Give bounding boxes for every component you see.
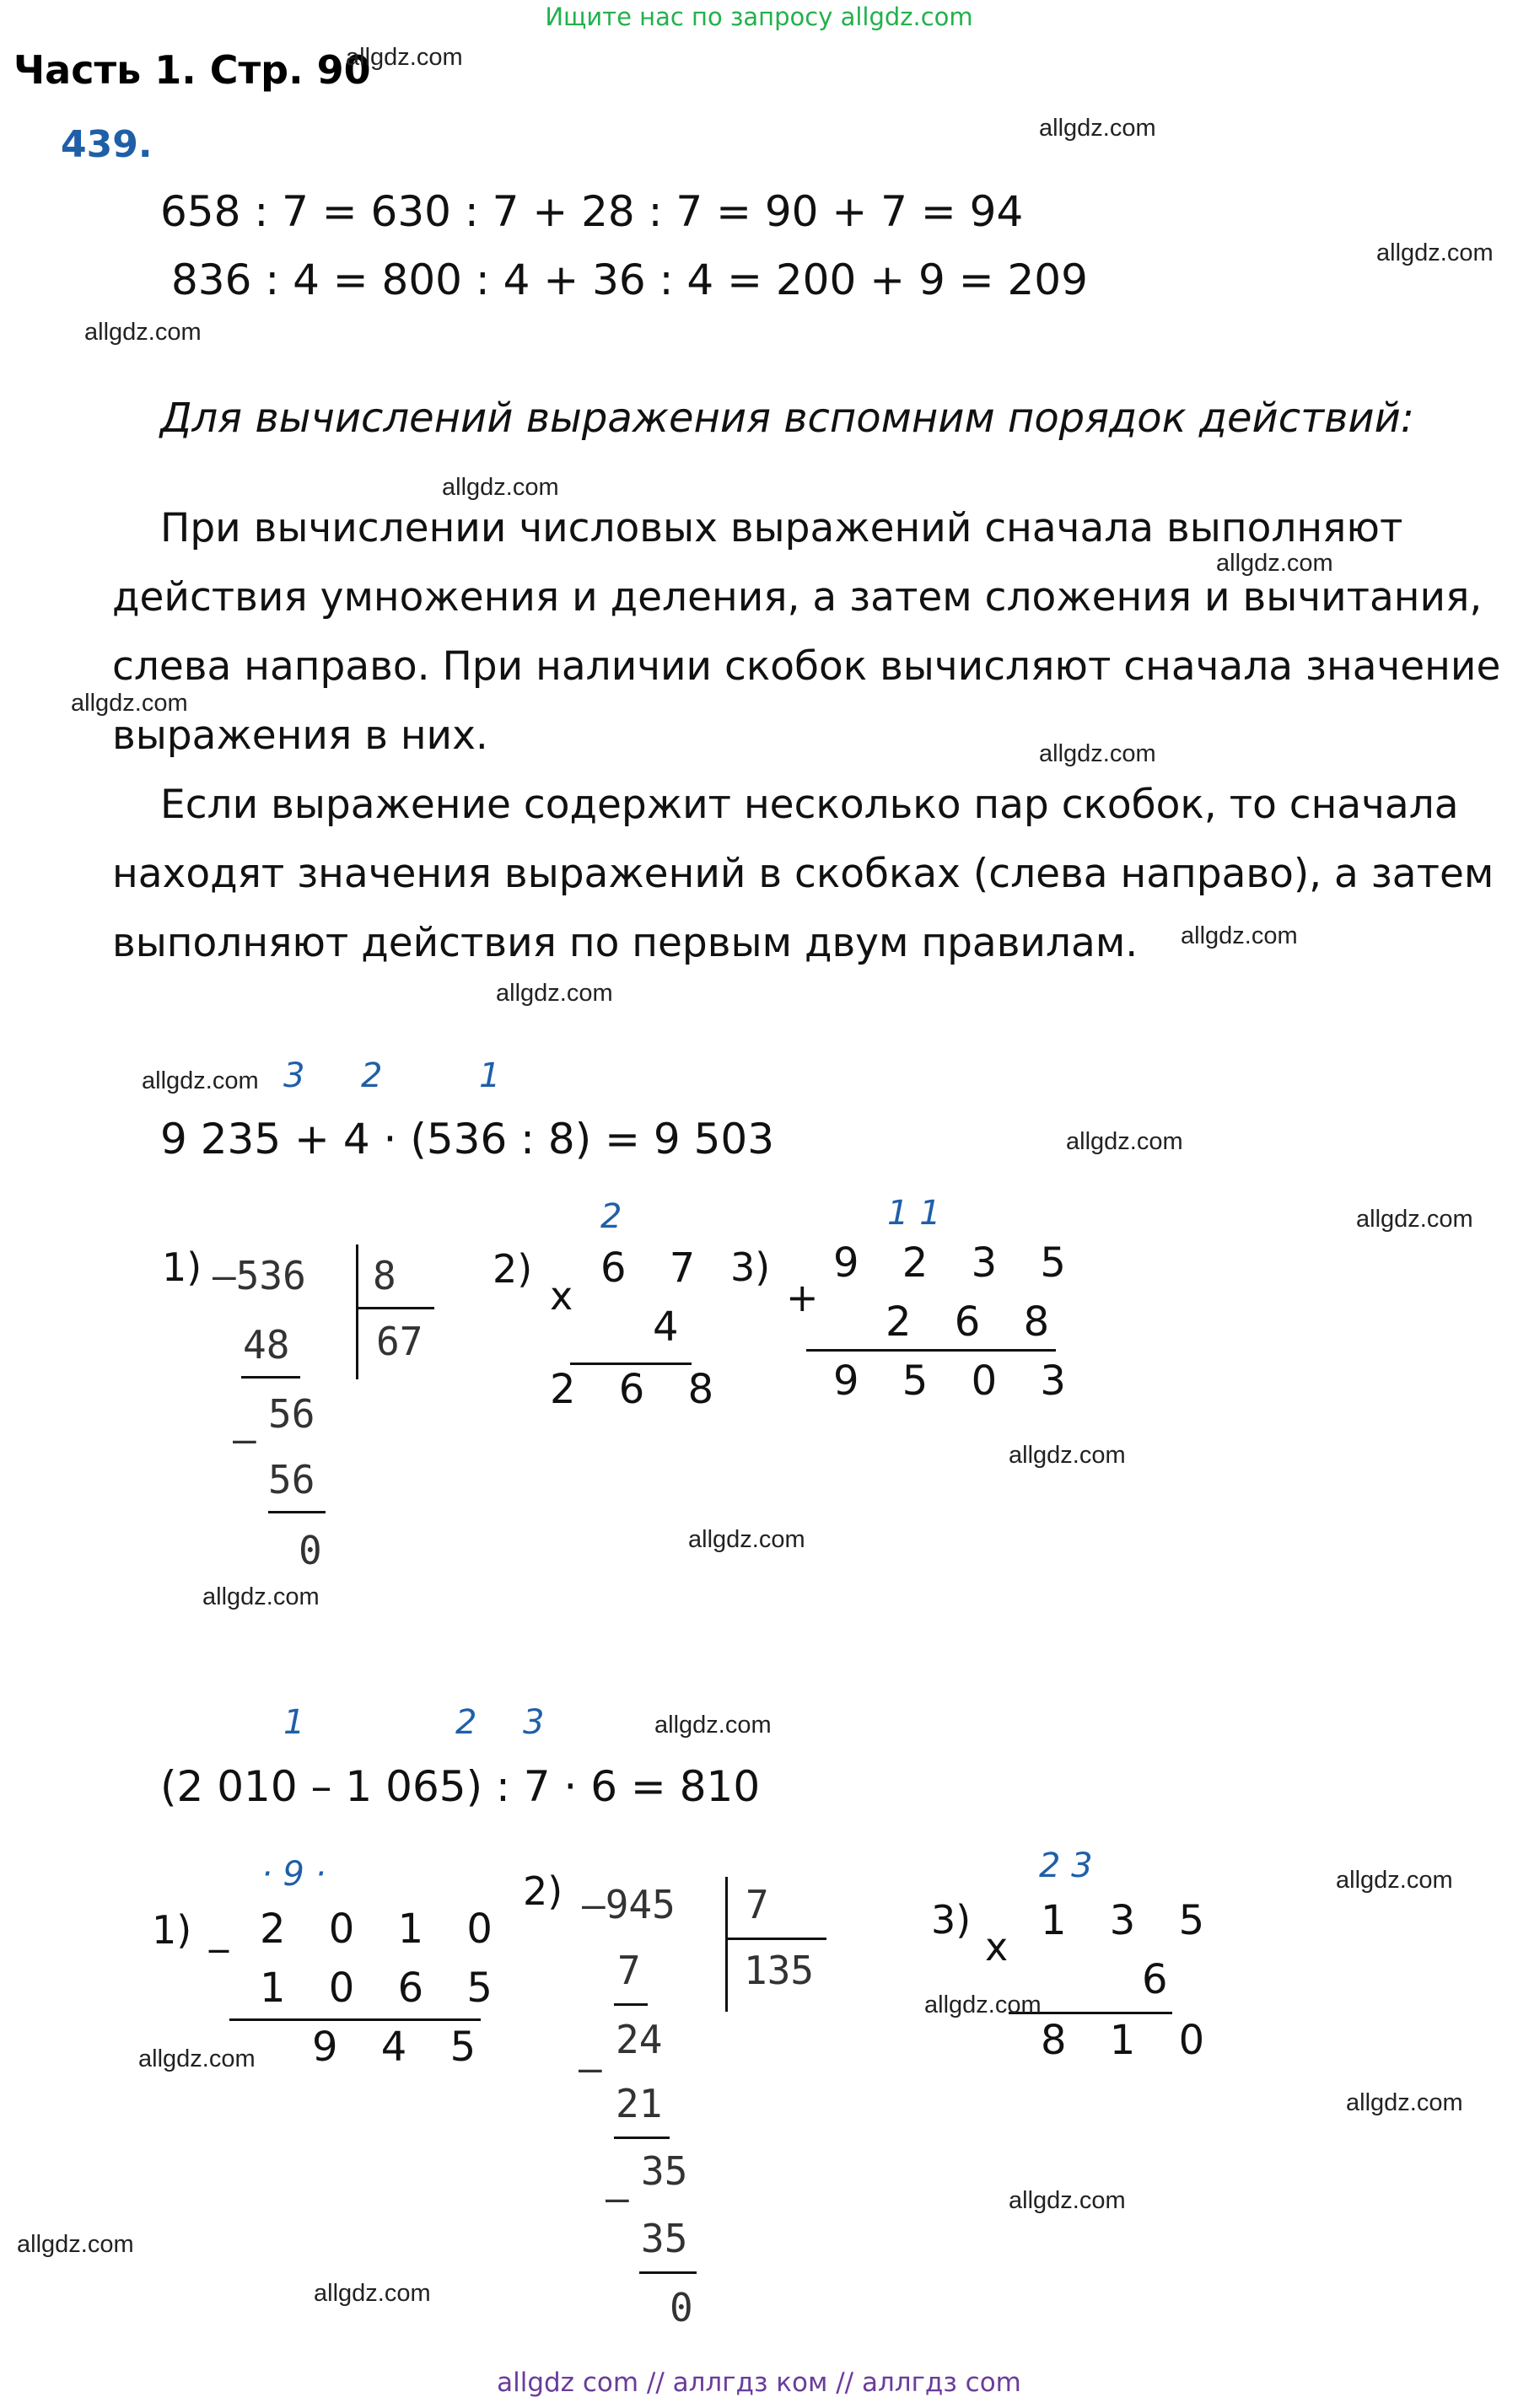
- rule-paragraph-1-line: При вычислении числовых выражений сначала выполняют: [160, 505, 1403, 551]
- watermark: allgdz.com: [1336, 1867, 1453, 1894]
- result-line: [229, 2018, 481, 2021]
- watermark: allgdz.com: [17, 2231, 134, 2258]
- watermark: allgdz.com: [1346, 2089, 1463, 2116]
- division-line: [268, 1511, 326, 1513]
- carry-mark: 2 3: [1039, 1846, 1093, 1885]
- operator: _: [209, 1907, 229, 1953]
- subtrahend: 56: [268, 1457, 315, 1502]
- rule-paragraph-2-line: выполняют действия по первым двум правилам.: [112, 920, 1138, 966]
- watermark: allgdz.com: [346, 44, 463, 71]
- watermark: allgdz.com: [314, 2280, 431, 2307]
- watermark: allgdz.com: [1216, 550, 1333, 577]
- subtrahend: 7: [617, 1948, 641, 1993]
- top-banner[interactable]: Ищите нас по запросу allgdz.com: [545, 3, 973, 31]
- result-line: [570, 1363, 692, 1365]
- operand-top: 6 7: [600, 1244, 711, 1292]
- operand-top: 1 3 5: [1041, 1897, 1220, 1944]
- rule-paragraph-2-line: Если выражение содержит несколько пар скобок, то сначала: [160, 782, 1459, 828]
- division-result: 0: [299, 1528, 322, 1573]
- step-result: 2 6 8: [550, 1366, 729, 1413]
- page-title: Часть 1. Стр. 90: [13, 47, 371, 93]
- dividend: –536: [213, 1253, 306, 1298]
- step-label: 2): [523, 1868, 563, 1914]
- expression-2: (2 010 – 1 065) : 7 · 6 = 810: [160, 1762, 761, 1811]
- division-line: [614, 2003, 648, 2006]
- order-mark: 3: [523, 1703, 545, 1742]
- watermark: allgdz.com: [1039, 115, 1156, 142]
- watermark: allgdz.com: [138, 2045, 256, 2072]
- operator: +: [786, 1275, 819, 1320]
- step-label: 1): [152, 1907, 192, 1953]
- operand-top: 2 0 1 0: [260, 1905, 508, 1953]
- expression-1: 9 235 + 4 · (536 : 8) = 9 503: [160, 1115, 775, 1164]
- divisor: 8: [373, 1253, 396, 1298]
- step-label: 3): [730, 1244, 771, 1290]
- rule-paragraph-2-line: находят значения выражений в скобках (слева направо), а затем: [112, 851, 1494, 897]
- step-result: 8 1 0: [1041, 2017, 1220, 2064]
- subtrahend: 21: [616, 2081, 663, 2126]
- division-result: 0: [670, 2285, 693, 2330]
- quotient: 135: [744, 1948, 815, 1993]
- dividend: –945: [582, 1882, 676, 1927]
- divisor-line: [358, 1307, 434, 1309]
- quotient: 67: [376, 1319, 423, 1364]
- equation-2: 836 : 4 = 800 : 4 + 36 : 4 = 200 + 9 = 209: [171, 255, 1088, 304]
- watermark: allgdz.com: [688, 1526, 805, 1553]
- operand-bottom: 1 0 6 5: [260, 1965, 508, 2012]
- divisor-line: [727, 1938, 826, 1940]
- equation-1: 658 : 7 = 630 : 7 + 28 : 7 = 90 + 7 = 94: [160, 187, 1024, 236]
- watermark: allgdz.com: [1356, 1206, 1473, 1233]
- divisor: 7: [746, 1882, 769, 1927]
- borrow-marks: · 9 ·: [261, 1855, 326, 1894]
- division-line: [614, 2137, 670, 2139]
- watermark: allgdz.com: [654, 1712, 772, 1739]
- operator: x: [985, 1924, 1009, 1970]
- remainder: 56: [268, 1391, 315, 1437]
- minus-sign: –: [233, 1416, 256, 1462]
- minus-sign: –: [579, 2045, 602, 2091]
- carry-mark: 1 1: [887, 1194, 941, 1233]
- watermark: allgdz.com: [142, 1067, 259, 1094]
- division-line: [241, 1376, 300, 1379]
- carry-mark: 2: [600, 1197, 622, 1236]
- watermark: allgdz.com: [1009, 2187, 1126, 2214]
- subtrahend: 35: [641, 2216, 688, 2261]
- remainder: 24: [616, 2017, 663, 2062]
- watermark: allgdz.com: [1376, 239, 1494, 266]
- watermark: allgdz.com: [84, 319, 202, 346]
- watermark: allgdz.com: [71, 690, 188, 717]
- watermark: allgdz.com: [442, 474, 559, 501]
- operand-bottom: 6: [1142, 1956, 1183, 2003]
- division-bar: [356, 1244, 358, 1379]
- order-mark: 1: [479, 1056, 501, 1095]
- remainder: 35: [641, 2148, 688, 2194]
- operand-top: 9 2 3 5: [833, 1239, 1081, 1287]
- operand-bottom: 4: [653, 1303, 694, 1351]
- operand-bottom: 2 6 8: [886, 1298, 1065, 1346]
- step-result: 9 4 5: [312, 2024, 492, 2071]
- division-line: [639, 2271, 697, 2274]
- step-label: 2): [493, 1246, 533, 1292]
- subtrahend: 48: [243, 1322, 290, 1368]
- rule-paragraph-1-line: выражения в них.: [112, 712, 488, 759]
- step-result: 9 5 0 3: [833, 1357, 1081, 1405]
- minus-sign: –: [606, 2175, 629, 2221]
- order-mark: 2: [361, 1056, 383, 1095]
- task-number: 439.: [61, 123, 153, 166]
- watermark: allgdz.com: [1009, 1442, 1126, 1469]
- watermark: allgdz.com: [496, 980, 613, 1007]
- rule-paragraph-1-line: действия умножения и деления, а затем сложения и вычитания,: [112, 574, 1483, 621]
- bottom-banner[interactable]: allgdz com // аллгдз ком // аллгдз com: [497, 2368, 1021, 2398]
- division-bar: [725, 1877, 728, 2012]
- step-label: 3): [931, 1897, 972, 1943]
- step-label: 1): [162, 1244, 202, 1290]
- operator: x: [550, 1273, 573, 1319]
- order-mark: 2: [455, 1703, 477, 1742]
- result-line: [806, 1349, 1056, 1352]
- watermark: allgdz.com: [1039, 740, 1156, 767]
- watermark: allgdz.com: [1181, 922, 1298, 949]
- rule-paragraph-1-line: слева направо. При наличии скобок вычисляют сначала значение: [112, 643, 1501, 690]
- order-mark: 3: [283, 1056, 305, 1095]
- order-heading: Для вычислений выражения вспомним порядок действий:: [160, 395, 1414, 442]
- watermark: allgdz.com: [202, 1583, 320, 1610]
- watermark: allgdz.com: [924, 1991, 1042, 2018]
- watermark: allgdz.com: [1066, 1128, 1183, 1155]
- order-mark: 1: [283, 1703, 305, 1742]
